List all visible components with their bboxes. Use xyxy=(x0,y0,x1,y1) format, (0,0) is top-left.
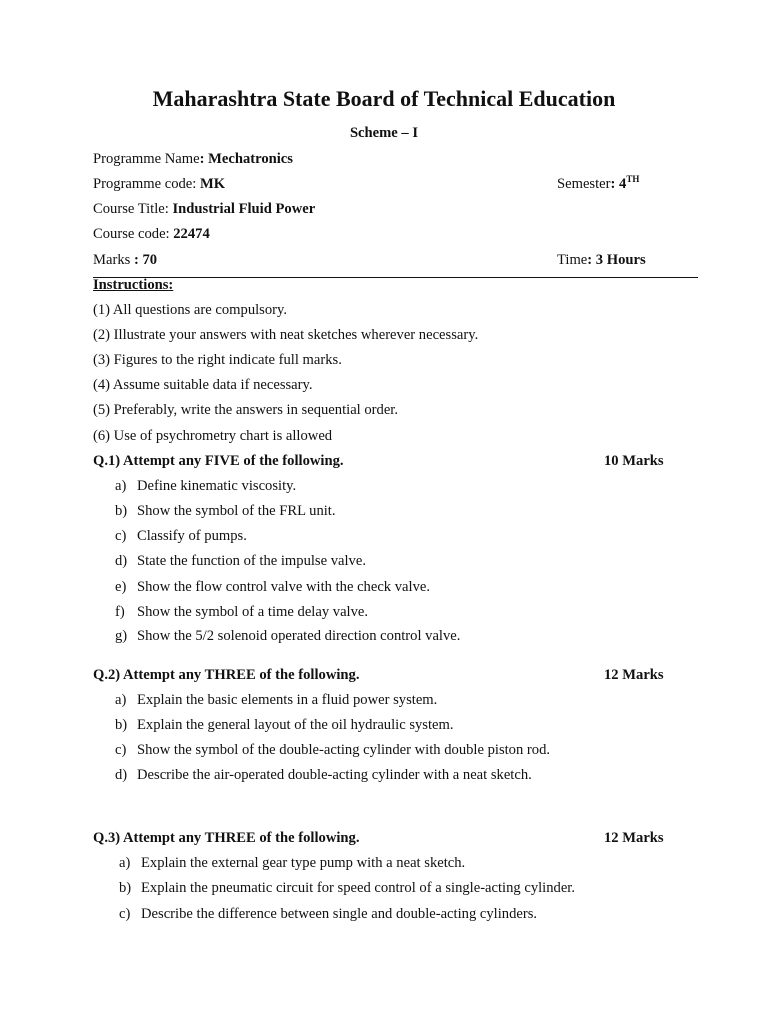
time-row xyxy=(557,252,646,269)
item-text: Show the symbol of a time delay valve. xyxy=(137,604,369,620)
question-1-heading: Q.1) Attempt any FIVE of the following. xyxy=(93,453,344,469)
question-item xyxy=(115,628,460,645)
item-letter: c) xyxy=(119,906,131,922)
question-item xyxy=(119,880,575,897)
programme-code-row xyxy=(93,176,225,193)
item-letter: b) xyxy=(115,717,128,733)
item-text: Explain the basic elements in a fluid power system. xyxy=(137,692,438,708)
programme-name-row xyxy=(93,151,293,168)
marks-value: : 70 xyxy=(133,252,158,268)
question-item xyxy=(115,767,532,784)
item-text: State the function of the impulse valve. xyxy=(137,553,366,569)
course-code-row xyxy=(93,226,210,243)
item-letter: g) xyxy=(115,628,128,644)
item-letter: a) xyxy=(115,692,127,708)
item-text: Show the 5/2 solenoid operated direction control valve. xyxy=(137,628,461,644)
semester-value: : 4 xyxy=(610,176,627,192)
instruction-item: (5) Preferably, write the answers in sequential order. xyxy=(93,402,399,418)
instructions-heading: Instructions: xyxy=(93,277,174,293)
question-item xyxy=(115,742,550,759)
question-item xyxy=(115,553,366,570)
programme-code-value: MK xyxy=(200,176,226,192)
item-letter: d) xyxy=(115,553,128,569)
item-text: Define kinematic viscosity. xyxy=(137,478,297,494)
item-text: Describe the difference between single and double-acting cylinders. xyxy=(141,906,538,922)
programme-name-value: : Mechatronics xyxy=(199,151,293,167)
question-item xyxy=(115,579,430,596)
item-letter: c) xyxy=(115,742,127,758)
question-item xyxy=(119,855,465,872)
item-text: Explain the external gear type pump with a neat sketch. xyxy=(141,855,466,871)
question-item xyxy=(115,692,437,709)
board-title: Maharashtra State Board of Technical Education xyxy=(152,86,616,111)
question-item xyxy=(115,604,368,621)
marks-label: Marks xyxy=(93,252,134,268)
question-3-heading: Q.3) Attempt any THREE of the following. xyxy=(93,830,360,846)
time-label: Time xyxy=(557,252,588,268)
instruction-item: (3) Figures to the right indicate full marks. xyxy=(93,352,342,368)
scheme-label: Scheme – I xyxy=(349,125,419,141)
question-item xyxy=(115,717,454,734)
item-letter: f) xyxy=(115,604,125,620)
question-1-marks: 10 Marks xyxy=(604,453,664,469)
item-letter: b) xyxy=(115,503,128,519)
question-item xyxy=(119,906,537,923)
programme-code-label: Programme code: xyxy=(93,176,200,192)
semester-row xyxy=(557,176,639,193)
item-text: Show the symbol of the FRL unit. xyxy=(137,503,336,519)
marks-row xyxy=(93,252,157,269)
semester-superscript: TH xyxy=(626,174,640,184)
instruction-item: (6) Use of psychrometry chart is allowed xyxy=(93,428,333,444)
item-text: Explain the general layout of the oil hydraulic system. xyxy=(137,717,454,733)
header-divider xyxy=(93,277,698,278)
item-letter: a) xyxy=(115,478,127,494)
item-letter: d) xyxy=(115,767,128,783)
instruction-item: (1) All questions are compulsory. xyxy=(93,302,288,318)
course-title-value: Industrial Fluid Power xyxy=(172,201,316,217)
course-code-value: 22474 xyxy=(173,226,210,242)
semester-label: Semester xyxy=(557,176,611,192)
instruction-item: (2) Illustrate your answers with neat sketches wherever necessary. xyxy=(93,327,479,343)
course-title-row xyxy=(93,201,315,218)
question-item xyxy=(115,528,247,545)
instruction-item: (4) Assume suitable data if necessary. xyxy=(93,377,313,393)
question-2-heading: Q.2) Attempt any THREE of the following. xyxy=(93,667,360,683)
question-item xyxy=(115,503,336,520)
course-code-label: Course code: xyxy=(93,226,174,242)
item-text: Explain the pneumatic circuit for speed control of a single-acting cylinder. xyxy=(141,880,576,896)
item-text: Classify of pumps. xyxy=(137,528,247,544)
time-value: : 3 Hours xyxy=(587,252,646,268)
item-letter: b) xyxy=(119,880,132,896)
item-text: Describe the air-operated double-acting cylinder with a neat sketch. xyxy=(137,767,532,783)
programme-name-label: Programme Name xyxy=(93,151,200,167)
item-letter: e) xyxy=(115,579,127,595)
item-text: Show the symbol of the double-acting cylinder with double piston rod. xyxy=(137,742,551,758)
item-letter: a) xyxy=(119,855,131,871)
course-title-label: Course Title: xyxy=(93,201,173,217)
question-2-marks: 12 Marks xyxy=(604,667,664,683)
item-text: Show the flow control valve with the check valve. xyxy=(137,579,431,595)
question-3-marks: 12 Marks xyxy=(604,830,664,846)
question-item xyxy=(115,478,296,495)
item-letter: c) xyxy=(115,528,127,544)
